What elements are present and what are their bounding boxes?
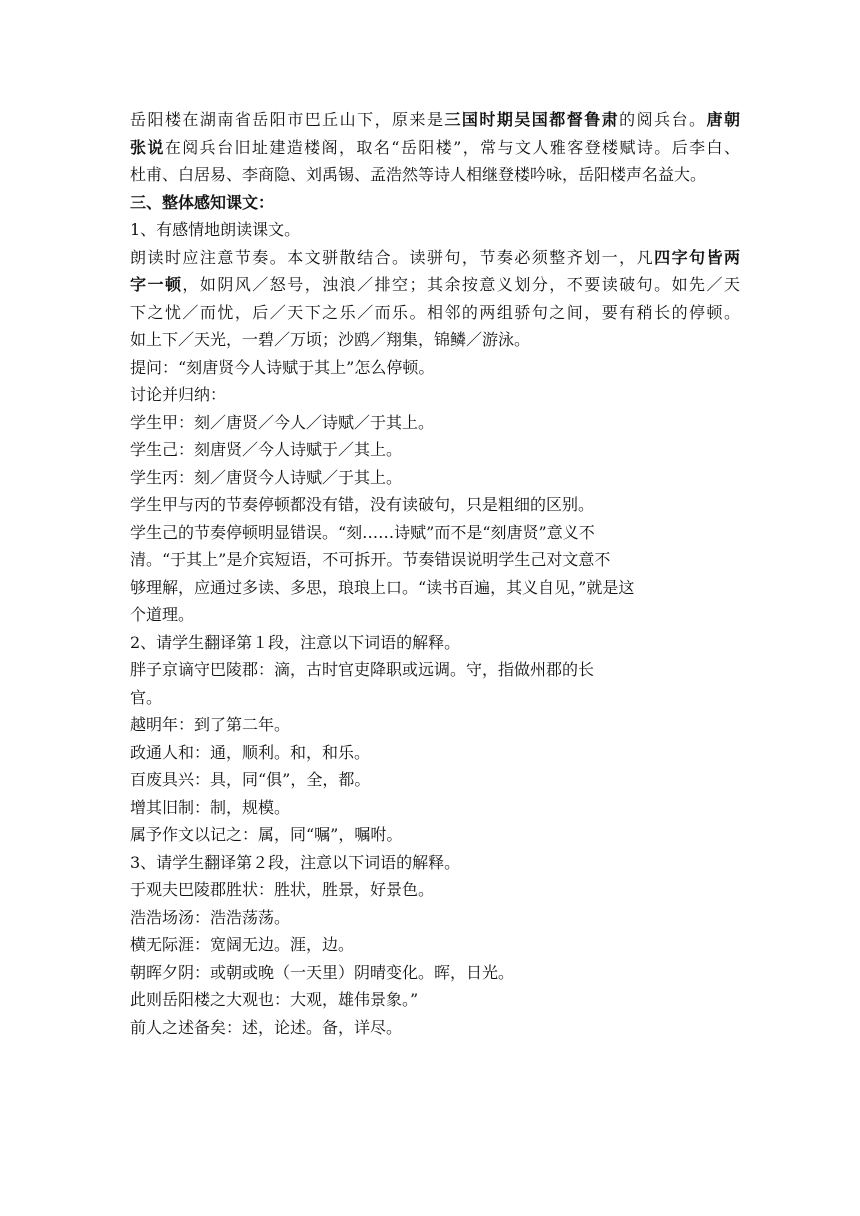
vocab-line: 百废具兴：具，同“俱”，全，都。 [130, 770, 371, 789]
conclusion-line: 够理解，应通过多读、多思，琅琅上口。“读书百遍，其义自见，”就是这 [130, 577, 635, 597]
vocab-line: 前人之述备矣：述，论述。备，详尽。 [130, 1017, 403, 1037]
list-item: 1、有感情地朗读课文。 [130, 220, 301, 239]
list-item: 2、请学生翻译第１段，注意以下词语的解释。 [130, 632, 461, 652]
list-item: 3、请学生翻译第２段，注意以下词语的解释。 [130, 852, 461, 872]
paragraph-line: 如上下／天光，一碧／万顷；沙鸥／翔集，锦鳞／游泳。 [130, 330, 531, 349]
vocab-line: 增其旧制：制，规模。 [130, 797, 291, 817]
discussion-line: 讨论并归纳： [130, 385, 227, 404]
text-run: 岳阳楼在湖南省岳阳市巴丘山下，原来是 [130, 110, 445, 129]
bold-text-run: 四字句皆两 [654, 247, 740, 267]
vocab-line: 浩浩场汤：浩浩荡荡。 [130, 907, 291, 927]
vocab-line: 官。 [130, 687, 163, 707]
bold-text-run: 字一顿 [130, 275, 183, 294]
vocab-line: 此则岳阳楼之大观也：大观，雄伟景象。” [130, 990, 419, 1009]
student-answer: 学生甲：刻／唐贤／今人／诗赋／于其上。 [130, 412, 435, 432]
conclusion-line: 学生己的节奏停顿明显错误。“刻……诗赋”而不是“刻唐贤”意义不 [130, 522, 595, 542]
text-run: ，如阴风／怒号，浊浪／排空；其余按意义划分，不要读破句。如先／天 [182, 275, 740, 294]
vocab-line: 越明年：到了第二年。 [130, 715, 291, 734]
bold-text-run: 唐朝 [706, 110, 740, 129]
conclusion-line: 个道理。 [130, 605, 195, 624]
document-page [130, 106, 740, 1041]
intro-line-3: 杜甫、白居易、李商隐、刘禹锡、孟浩然等诗人相继登楼吟咏，岳阳楼声名益大。 [130, 165, 707, 184]
conclusion-line: 清。“于其上”是介宾短语，不可拆开。节奏错误说明学生己对文意不 [130, 550, 611, 569]
section-heading: 三、整体感知课文： [130, 192, 275, 212]
bold-text-run: 三国时期吴国都督鲁肃 [444, 110, 620, 129]
student-answer: 学生丙：刻／唐贤今人诗赋／于其上。 [130, 467, 403, 487]
text-run: 的阅兵台。 [619, 110, 707, 129]
bold-text-run: 张说 [130, 137, 165, 157]
text-run: 朗读时应注意节奏。本文骈散结合。读骈句，节奏必须整齐划一，凡 [130, 247, 655, 267]
conclusion-line: 学生甲与丙的节奏停顿都没有错，没有读破句，只是粗细的区别。 [130, 495, 595, 514]
paragraph-line: 下之忧／而忧，后／天下之乐／而乐。相邻的两组骄句之间，要有稍长的停顿。 [130, 302, 740, 322]
vocab-line: 胖子京谪守巴陵郡：滴，古时官吏降职或远调。守，指做州郡的长 [130, 660, 595, 679]
intro-line-2 [130, 134, 740, 162]
vocab-line: 政通人和：通，顺利。和，和乐。 [130, 742, 371, 762]
paragraph-line [130, 244, 740, 272]
text-run: 在阅兵台旧址建造楼阁，取名“岳阳楼”，常与文人雅客登楼赋诗。后李白、 [164, 137, 740, 157]
paragraph-line [130, 271, 740, 299]
vocab-line: 横无际涯：宽阔无边。涯，边。 [130, 935, 355, 954]
vocab-line: 朝晖夕阴：或朝或晚（一天里）阴晴变化。晖，日光。 [130, 962, 515, 982]
question-line: 提问：“刻唐贤今人诗赋于其上”怎么停顿。 [130, 357, 435, 377]
vocab-line: 于观夫巴陵郡胜状：胜状，胜景，好景色。 [130, 880, 435, 899]
vocab-line: 属予作文以记之：属，同“嘱”，嘱咐。 [130, 825, 403, 844]
intro-line-1 [130, 106, 740, 134]
student-answer: 学生己：刻唐贤／今人诗赋于／其上。 [130, 440, 403, 459]
